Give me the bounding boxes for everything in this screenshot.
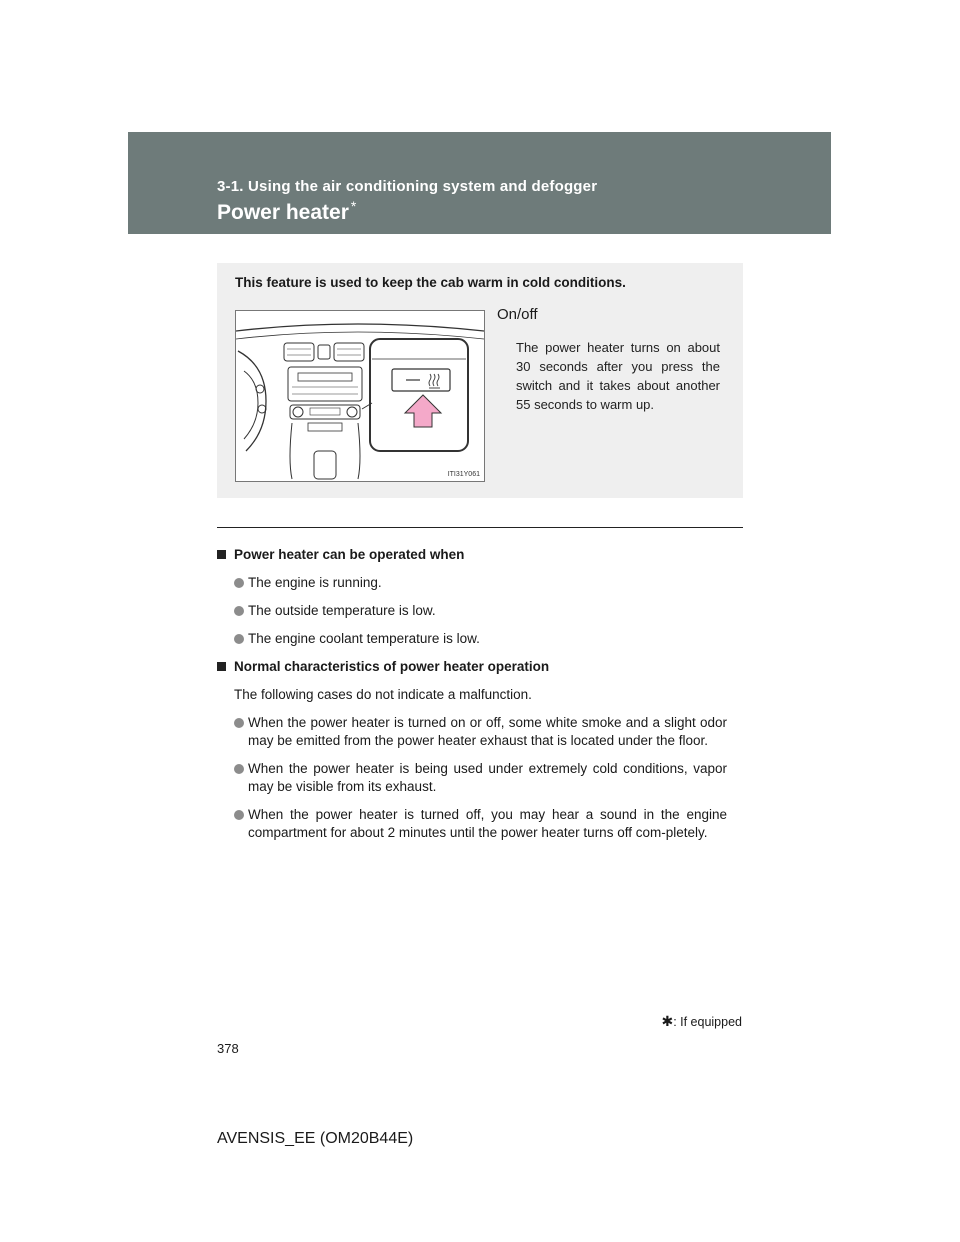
list-item-text: The engine coolant temperature is low. [248,631,480,646]
normal-heading [217,658,727,676]
dot-bullet-icon [234,810,244,820]
list-item-text: When the power heater is turned off, you may hear a sound in the engine compartment for about 2 minutes until the power heater turns off com-pletely. [248,807,727,840]
list-item-text: The outside temperature is low. [248,603,436,618]
page-title [217,198,356,225]
normal-heading-text: Normal characteristics of power heater operation [234,659,550,674]
document-code: AVENSIS_EE (OM20B44E) [217,1130,414,1147]
dot-bullet-icon [234,606,244,616]
conditions-heading [217,546,727,564]
figure-code: ITI31Y061 [447,471,480,478]
if-equipped-marker: * [350,198,357,214]
square-bullet-icon [217,550,226,559]
list-item [217,806,727,842]
list-item [217,714,727,750]
list-item-text: When the power heater is being used under extremely cold conditions, vapor may be visible from its exhaust. [248,761,727,794]
callout-description: The power heater turns on about 30 seconds after you press the switch and it takes about another 55 seconds to warm up. [516,340,720,412]
asterisk-icon: ✱ [661,1013,674,1029]
dot-bullet-icon [234,764,244,774]
dashboard-drawing [236,311,484,481]
normal-intro: The following cases do not indicate a malfunction. [234,687,532,702]
square-bullet-icon [217,662,226,671]
list-item-text: The engine is running. [248,575,382,590]
notes-section [217,546,727,852]
list-item [217,760,727,796]
list-item-text: When the power heater is turned on or off, some white smoke and a slight odor may be emitted from the power heater exhaust that is located under the floor. [248,715,727,748]
dot-bullet-icon [234,634,244,644]
list-item [217,602,727,620]
page-title-text: Power heater [217,201,349,224]
callout-title: On/off [497,306,538,323]
section-divider [217,527,743,528]
list-item [217,630,727,648]
dot-bullet-icon [234,578,244,588]
dashboard-illustration [235,310,485,482]
section-title: 3-1. Using the air conditioning system and defogger [217,178,598,195]
conditions-heading-text: Power heater can be operated when [234,547,465,562]
footnote [661,1013,742,1030]
page-number: 378 [217,1041,239,1056]
feature-intro: This feature is used to keep the cab warm in cold conditions. [235,275,626,290]
footnote-text: : If equipped [673,1015,742,1029]
dot-bullet-icon [234,718,244,728]
list-item [217,574,727,592]
